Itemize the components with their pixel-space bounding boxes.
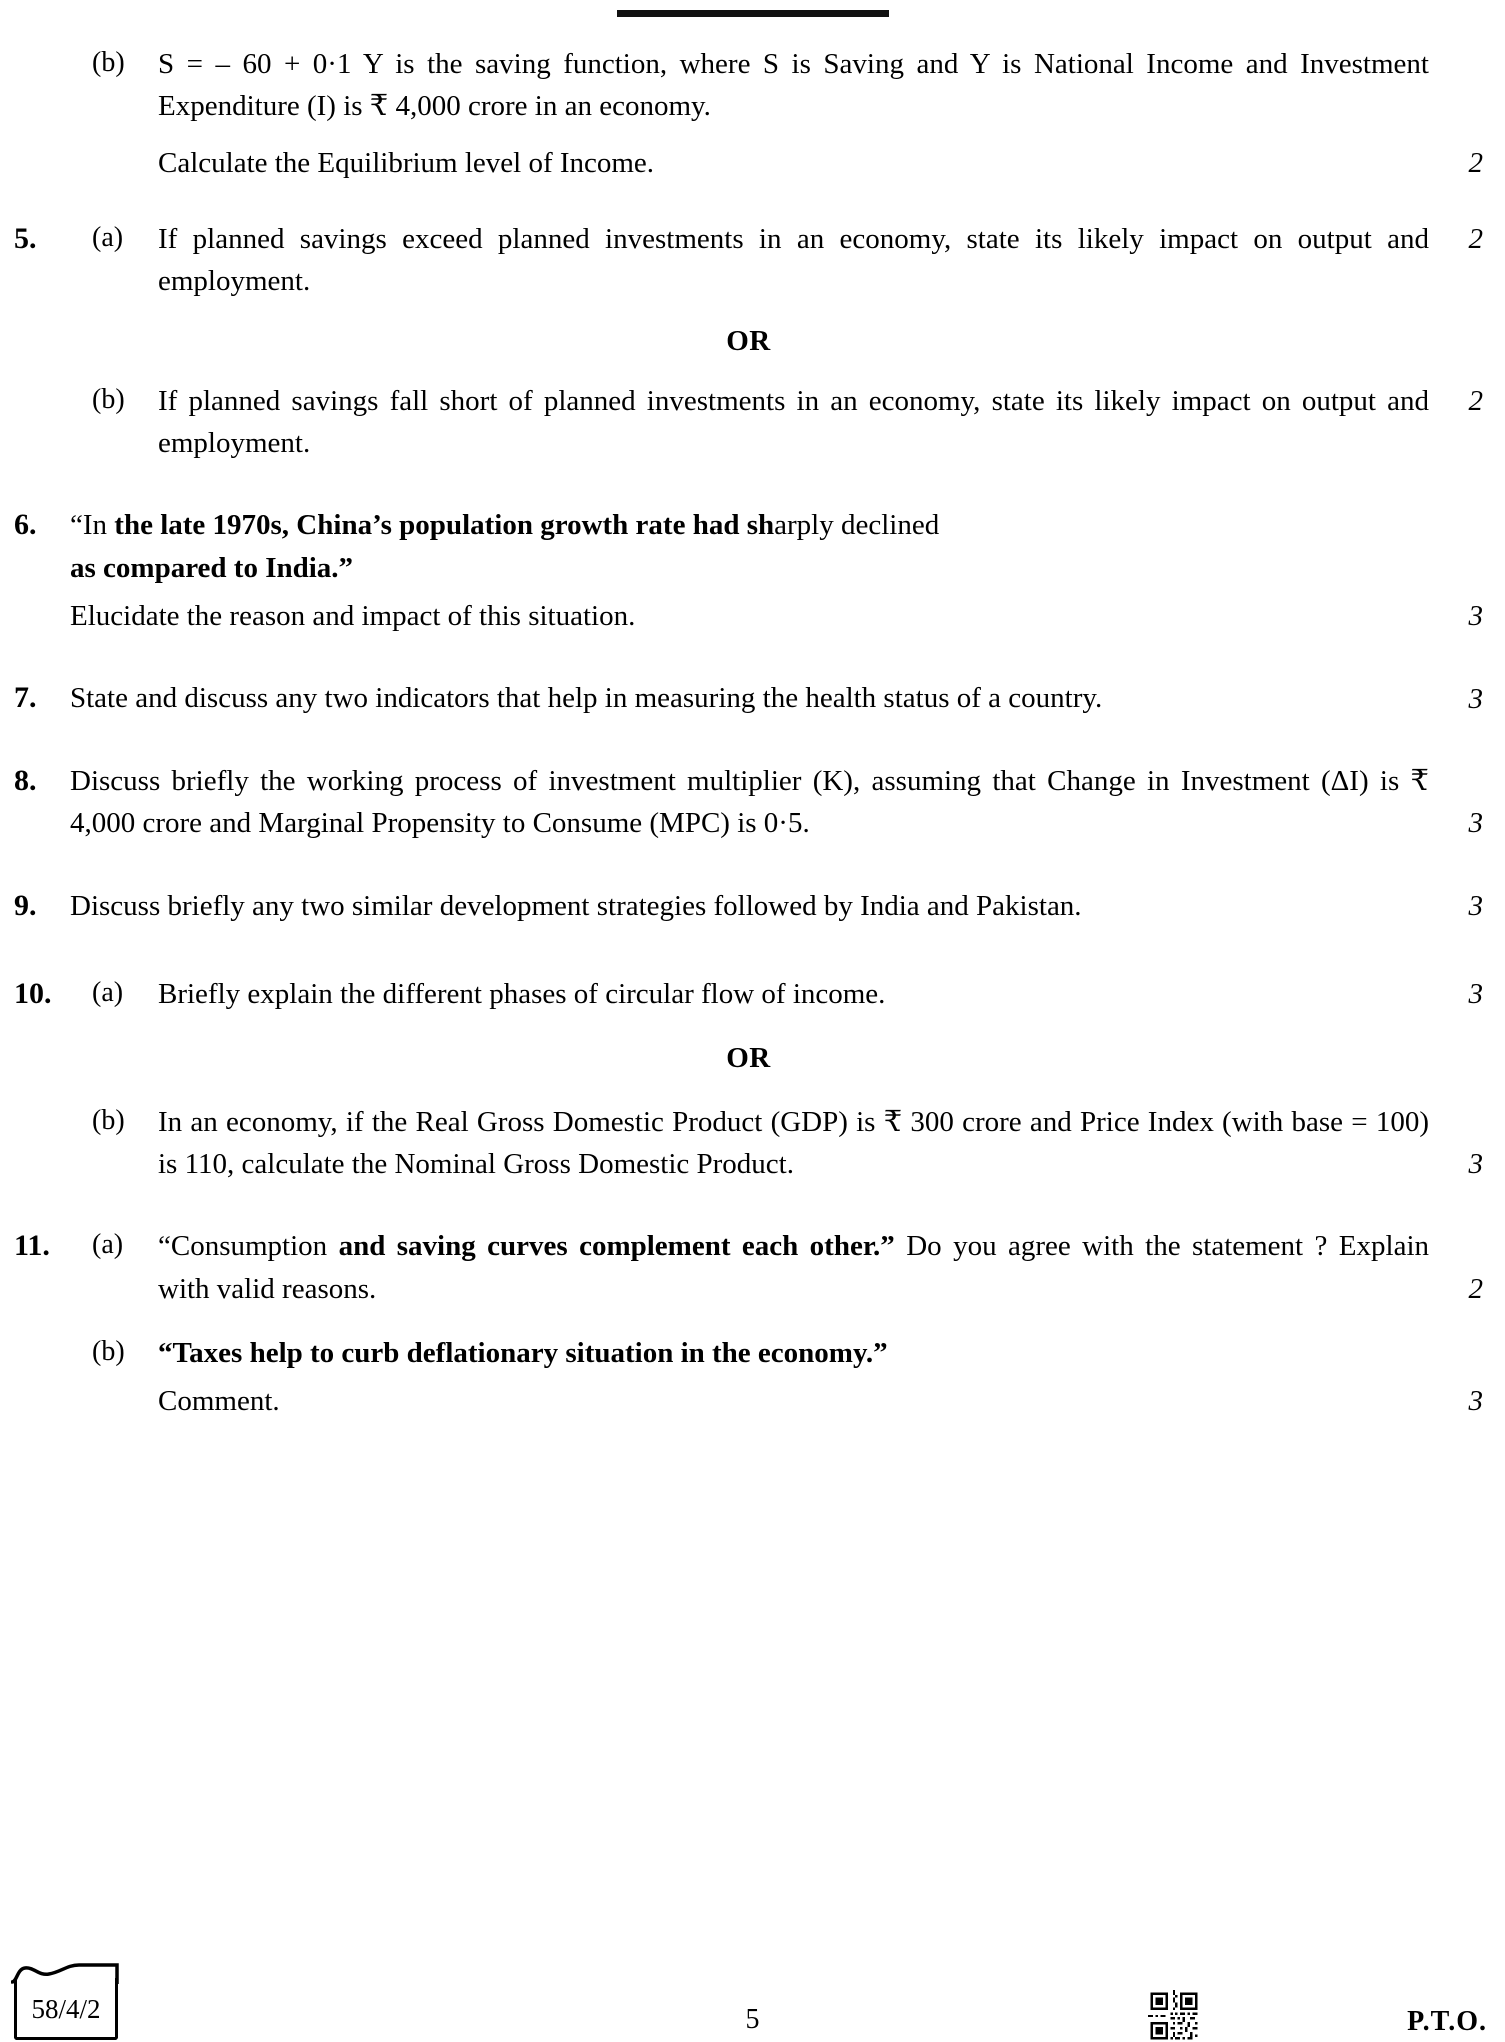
question-7 <box>8 677 1489 720</box>
page-footer <box>0 1954 1505 2037</box>
header-rule-container <box>0 0 1505 17</box>
question-11b-followup-row <box>8 1380 1489 1422</box>
question-8-text: Discuss briefly the working process of investment multiplier (K), assuming that Change in Investment (ΔI) is ₹ 4,000 crore and Marginal Propensity to Consume (MPC) is 0·5. <box>70 764 1429 840</box>
question-10b-text: In an economy, if the Real Gross Domestic Product (GDP) is ₹ 300 crore and Price Index (with base = 100) is 110, calculate the Nominal Gross Domestic Product. <box>158 1105 1429 1181</box>
question-5b <box>8 380 1489 465</box>
question-part-label-b: (b) <box>92 383 125 415</box>
question-6 <box>8 504 1489 589</box>
question-5b-text: If planned savings fall short of planned investments in an economy, state its likely impact on output and employment. <box>158 384 1429 459</box>
marks-q11b: 3 <box>1468 1385 1483 1418</box>
question-number-9: 9. <box>14 888 37 922</box>
q11a-run-bold-1: and saving curves complement each other.” <box>338 1230 895 1263</box>
question-4b-followup-row <box>8 142 1489 184</box>
question-5a <box>8 218 1489 303</box>
q6-run-plain-2: arply declined <box>774 509 940 542</box>
question-part-label-b: (b) <box>92 1104 125 1136</box>
q6-run-bold-1: the late 1970s, China’s population growth rate had sh <box>114 509 775 542</box>
question-10b <box>8 1101 1489 1186</box>
question-number-10: 10. <box>14 977 52 1011</box>
marks-q10b: 3 <box>1468 1148 1483 1181</box>
q6-run-bold-2: as compared to India.” <box>70 551 354 584</box>
question-part-label-a: (a) <box>92 977 124 1009</box>
paper-code-value: 58/4/2 <box>31 1994 101 2024</box>
question-number-5: 5. <box>14 221 37 255</box>
question-6-followup-row <box>8 595 1489 637</box>
question-6-text <box>70 504 1433 589</box>
questions-container <box>0 43 1505 1423</box>
question-11b-text <box>158 1332 1433 1374</box>
question-10a-text: Briefly explain the different phases of circular flow of income. <box>158 978 886 1011</box>
question-4b-followup: Calculate the Equilibrium level of Income. <box>158 146 655 179</box>
marks-q4b: 2 <box>1468 146 1483 179</box>
qr-code-icon <box>1148 1990 1200 2042</box>
question-11a-text <box>158 1225 1433 1310</box>
question-number-8: 8. <box>14 763 37 797</box>
question-part-label-b: (b) <box>92 1336 125 1368</box>
question-part-label-a: (a) <box>92 1229 124 1261</box>
page-number: 5 <box>745 2004 760 2035</box>
question-4b <box>8 43 1489 128</box>
q11b-run-bold-1: “Taxes help to curb deflationary situation in the economy.” <box>158 1337 888 1370</box>
question-number-7: 7. <box>14 681 37 715</box>
q4b-line-2: Y is National Income and Investment Expenditure (I) is <box>158 48 1429 123</box>
q4b-line-1: S = – 60 + 0·1 Y is the saving function, where S is Saving and <box>158 48 959 80</box>
q4b-line-3: ₹ 4,000 crore in an economy. <box>369 90 711 123</box>
question-7-text: State and discuss any two indicators that help in measuring the health status of a country. <box>70 682 1103 715</box>
marks-q5a: 2 <box>1468 222 1483 255</box>
marks-q7: 3 <box>1468 682 1483 715</box>
question-number-6: 6. <box>14 508 37 542</box>
q11a-run-plain-2: Do you agree with the statement ? Explain with valid reasons. <box>158 1230 1430 1305</box>
marks-q9: 3 <box>1468 889 1483 922</box>
question-number-11: 11. <box>14 1229 50 1263</box>
question-text <box>158 43 1433 128</box>
question-11b <box>8 1332 1489 1374</box>
marks-q10a: 3 <box>1468 978 1483 1011</box>
header-divider-rule <box>617 10 889 17</box>
marks-q11a: 2 <box>1468 1272 1483 1305</box>
paper-code-box <box>14 1978 118 2040</box>
q6-run-plain-1: “In <box>70 509 115 542</box>
question-part-label-a: (a) <box>92 221 124 253</box>
question-9 <box>8 885 1489 928</box>
marks-q8: 3 <box>1468 807 1483 840</box>
or-separator-5: OR <box>726 324 771 357</box>
question-part-label: (b) <box>92 47 125 78</box>
q11a-run-plain-1: “Consumption <box>158 1230 339 1263</box>
question-10a <box>8 973 1489 1016</box>
question-11a <box>8 1225 1489 1310</box>
marks-q5b: 2 <box>1468 384 1483 417</box>
question-8 <box>8 760 1489 845</box>
question-9-text: Discuss briefly any two similar development strategies followed by India and Pakistan. <box>70 889 1082 922</box>
question-5a-text: If planned savings exceed planned investments in an economy, state its likely impact on output and employment. <box>158 222 1429 298</box>
question-6-followup: Elucidate the reason and impact of this situation. <box>70 599 636 632</box>
question-11b-followup: Comment. <box>158 1385 280 1418</box>
turn-over-label: P.T.O. <box>1407 2006 1487 2037</box>
marks-q6: 3 <box>1468 599 1483 632</box>
or-separator-10: OR <box>726 1041 771 1074</box>
